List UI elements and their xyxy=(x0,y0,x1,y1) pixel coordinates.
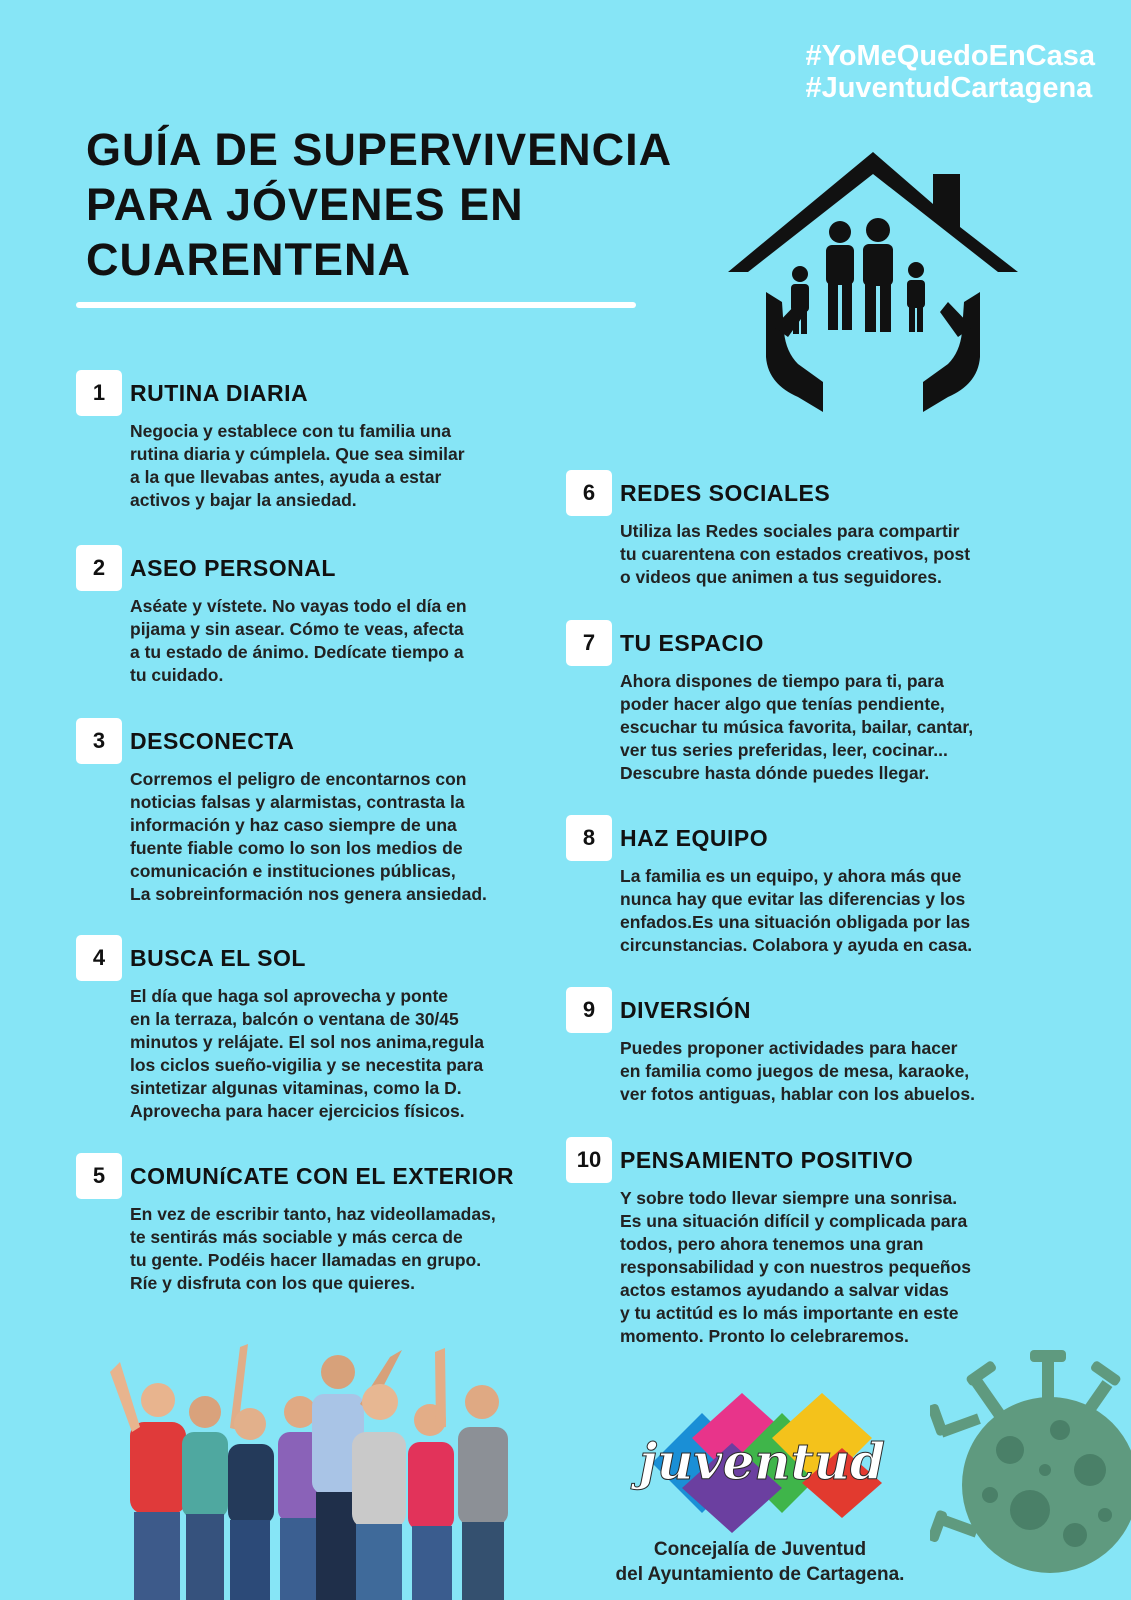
item-number: 10 xyxy=(566,1137,612,1183)
footer-line-1: Concejalía de Juventud xyxy=(653,1539,867,1560)
item-number: 6 xyxy=(566,470,612,516)
item-text: La familia es un equipo, y ahora más que nunca hay que evitar las diferencias y los enfados.Es una situación obligada por las circunstancias. Colabora y ayuda en casa. xyxy=(620,866,973,955)
item-number: 3 xyxy=(76,718,122,764)
item-text: Puedes proponer actividades para hacer en familia como juegos de mesa, karaoke, ver fotos antiguas, hablar con los abuelos. xyxy=(620,1038,975,1104)
footer-line-2: del Ayuntamiento de Cartagena. xyxy=(615,1564,905,1585)
item-number: 2 xyxy=(76,545,122,591)
title-line-1: GUÍA DE SUPERVIVENCIA xyxy=(86,124,673,175)
item-text: Utiliza las Redes sociales para compartir tu cuarentena con estados creativos, post o videos que animen a tus seguidores. xyxy=(620,521,971,587)
hashtags xyxy=(805,40,1095,104)
logo-text: juventud xyxy=(638,1432,886,1491)
item-text: Negocia y establece con tu familia una rutina diaria y cúmplela. Que sea similar a la que llevabas antes, ayuda a estar activos y bajar la ansiedad. xyxy=(130,421,465,510)
title-line-2: PARA JÓVENES EN xyxy=(86,179,524,230)
footer-institution xyxy=(580,1537,940,1587)
hashtag-juventud-cartagena: #JuventudCartagena xyxy=(805,72,1093,104)
item-number: 5 xyxy=(76,1153,122,1199)
item-text: Aséate y vístete. No vayas todo el día en pijama y sin asear. Cómo te veas, afecta a tu estado de ánimo. Dedícate tiempo a tu cuidado. xyxy=(130,596,467,685)
item-number: 9 xyxy=(566,987,612,1033)
title-line-3: CUARENTENA xyxy=(86,234,411,285)
house-family-hands-icon xyxy=(728,152,1018,424)
item-heading: DIVERSIÓN xyxy=(620,997,752,1023)
item-heading: DESCONECTA xyxy=(130,728,295,754)
item-text: En vez de escribir tanto, haz videollamadas, te sentirás más sociable y más cerca de tu gente. Podéis hacer llamadas en grupo. Ríe y disfruta con los que quieres. xyxy=(130,1204,496,1293)
item-text: Ahora dispones de tiempo para ti, para poder hacer algo que tenías pendiente, escuchar tu música favorita, bailar, cantar, ver tus series preferidas, leer, cocinar... Descubre hasta dónde puedes llegar. xyxy=(620,671,974,783)
item-heading: BUSCA EL SOL xyxy=(130,945,306,971)
item-heading: RUTINA DIARIA xyxy=(130,380,309,406)
item-text: Corremos el peligro de encontarnos con noticias falsas y alarmistas, contrasta la información y haz caso siempre de una fuente fiable como lo son los medios de comunicación e instituciones públicas, La sobreinformación nos genera ansiedad. xyxy=(130,769,487,904)
item-number: 7 xyxy=(566,620,612,666)
item-heading: ASEO PERSONAL xyxy=(130,555,336,581)
item-heading: HAZ EQUIPO xyxy=(620,825,769,851)
virus-illustration xyxy=(930,1320,1131,1600)
item-text: El día que haga sol aprovecha y ponte en la terraza, balcón o ventana de 30/45 minutos y relájate. El sol nos anima,regula los ciclos sueño-vigilia y se necestita para sintetizar algunas vitaminas, como la D. Aprovecha para hacer ejercicios físicos. xyxy=(130,986,484,1121)
item-heading: TU ESPACIO xyxy=(620,630,764,656)
item-text: Y sobre todo llevar siempre una sonrisa. Es una situación difícil y complicada para todos, pero ahora tenemos una gran responsabilidad y con nuestros pequeños actos estamos ayudando a salvar vidas y tu actitúd es lo más importante en este momento. Pronto lo celebraremos. xyxy=(620,1188,972,1346)
title-divider xyxy=(76,302,636,308)
hashtag-quedo-en-casa: #YoMeQuedoEnCasa xyxy=(805,40,1095,72)
item-number: 4 xyxy=(76,935,122,981)
item-heading: COMUNíCATE CON EL EXTERIOR xyxy=(130,1163,514,1189)
item-heading: PENSAMIENTO POSITIVO xyxy=(620,1147,914,1173)
page-title xyxy=(86,122,706,287)
young-people-group-photo xyxy=(90,1332,560,1600)
item-number: 8 xyxy=(566,815,612,861)
juventud-logo xyxy=(622,1393,902,1533)
item-number: 1 xyxy=(76,370,122,416)
item-heading: REDES SOCIALES xyxy=(620,480,831,506)
